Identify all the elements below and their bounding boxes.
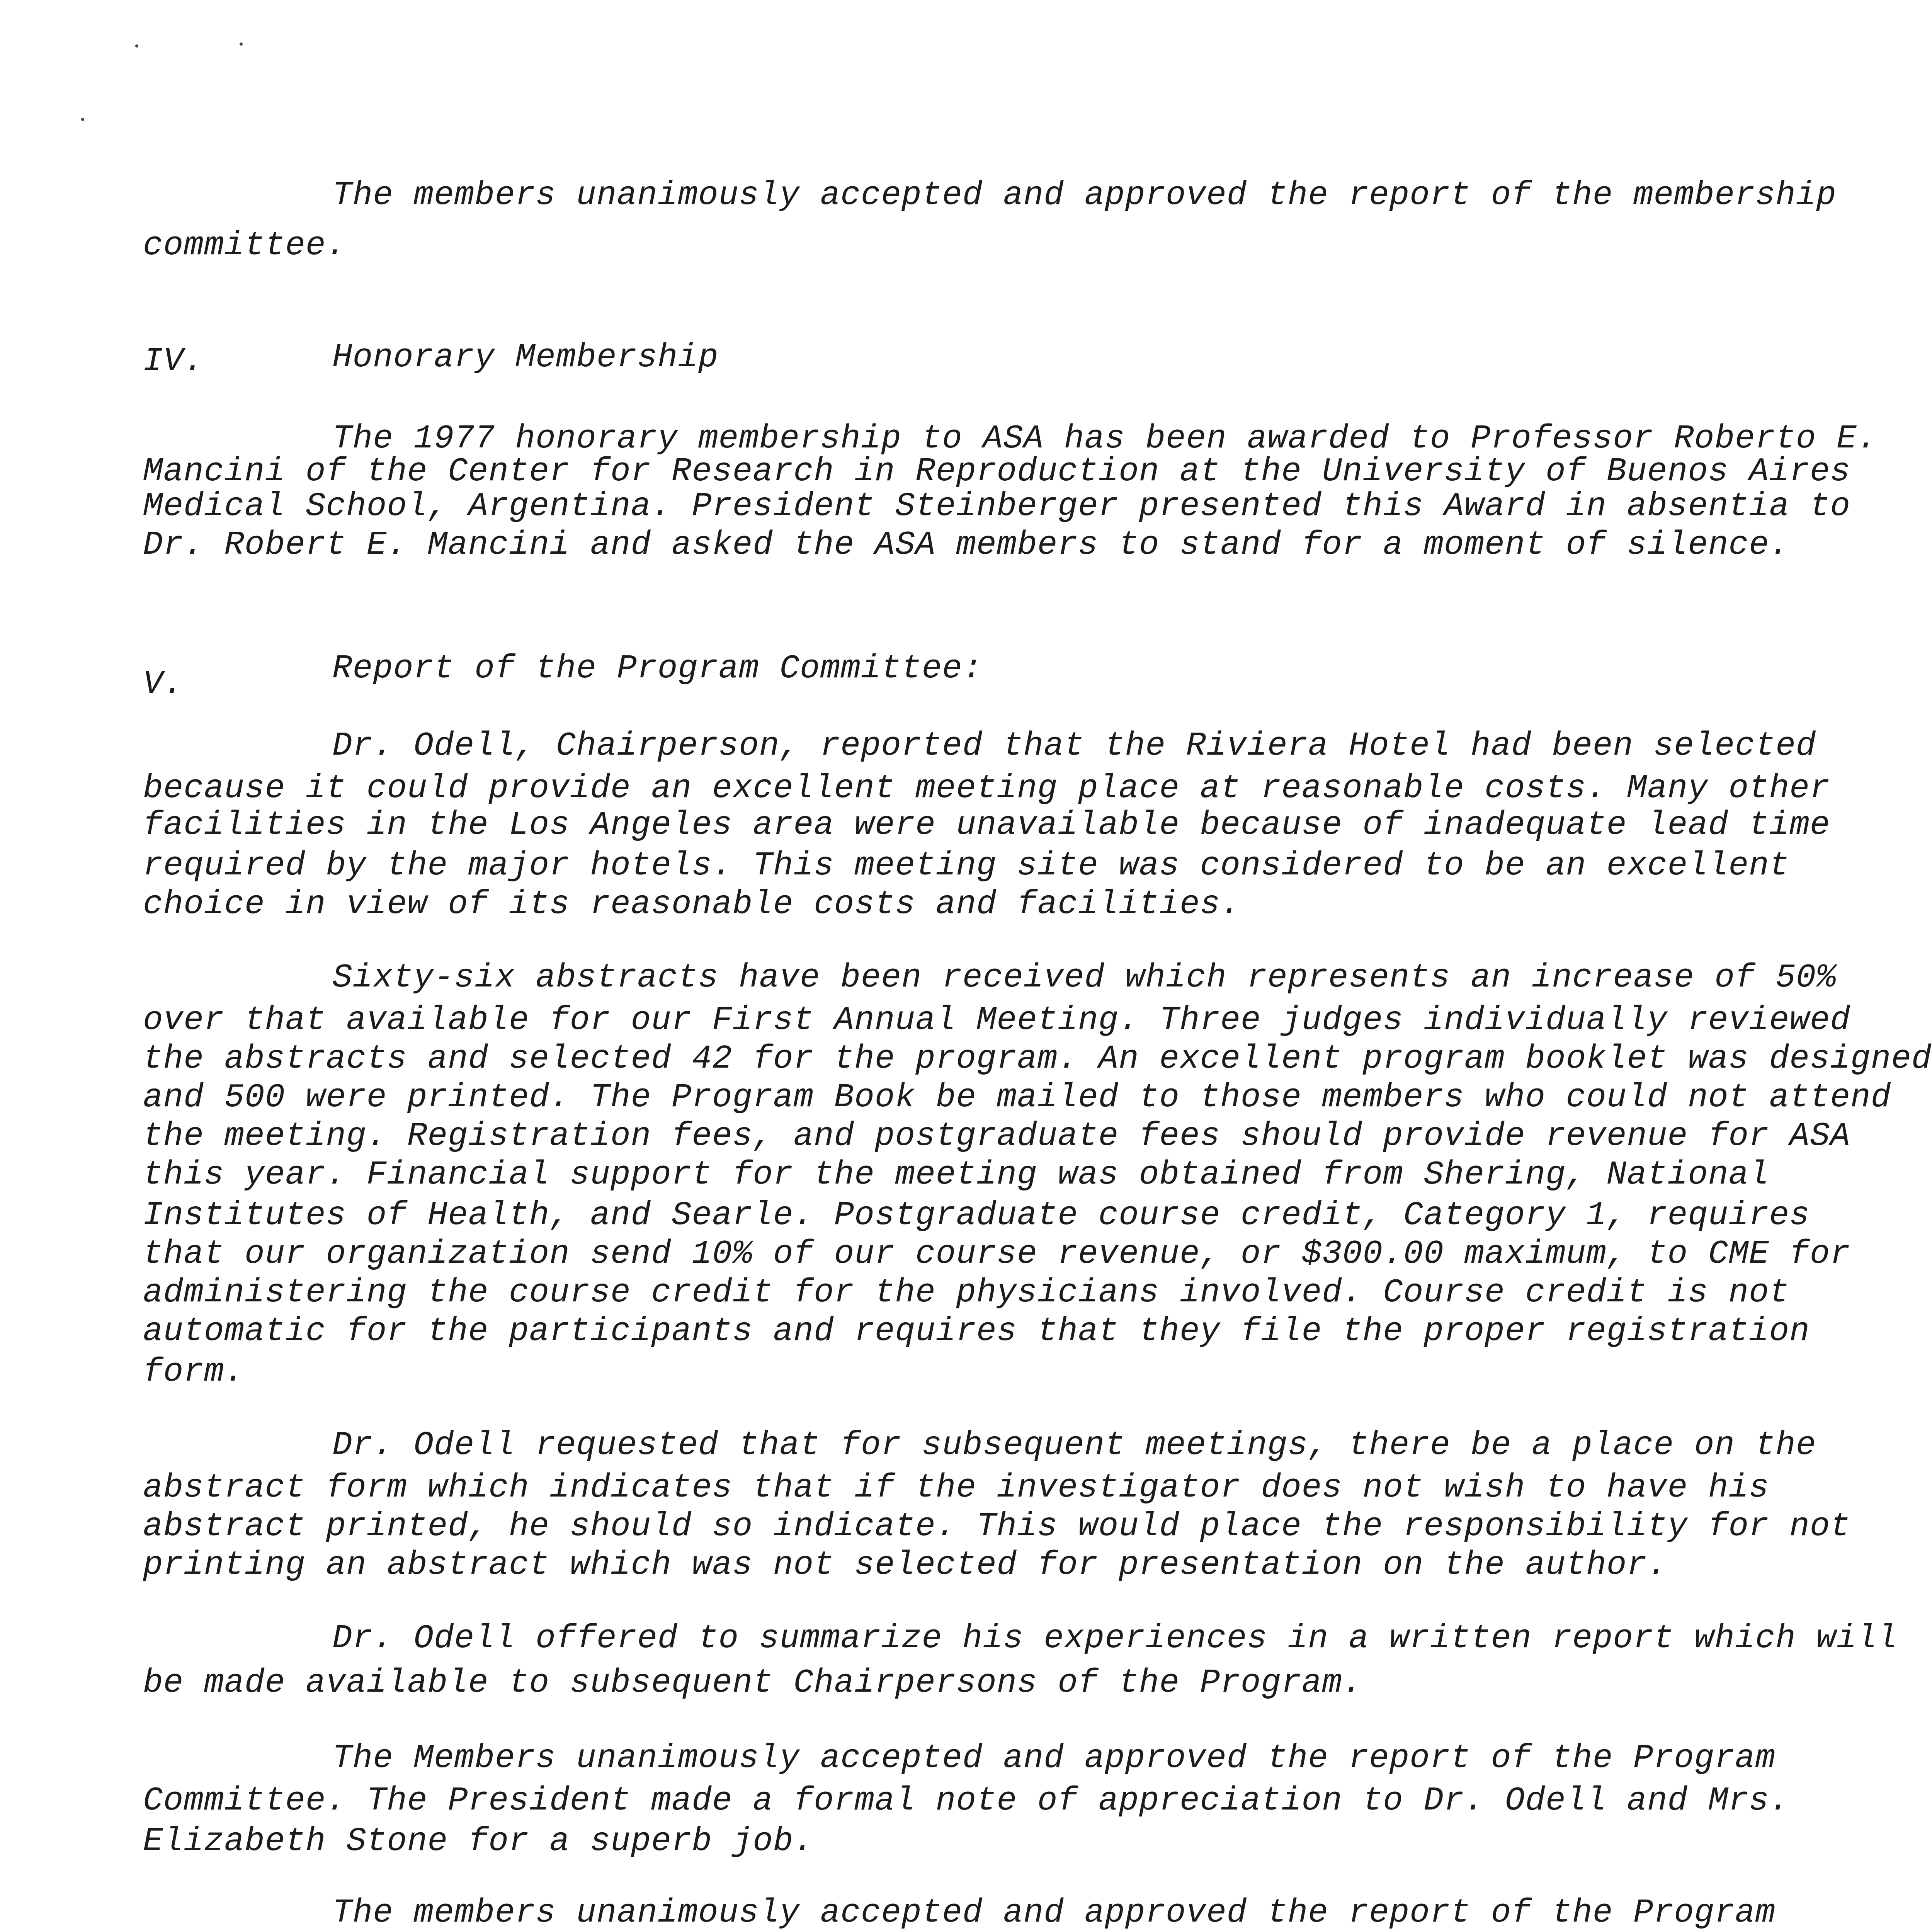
section-number: V. [143, 665, 184, 703]
paragraph-line: automatic for the participants and requires that they file the proper registration [143, 1312, 1810, 1350]
paragraph-line: The Members unanimously accepted and approved the report of the Program [332, 1739, 1776, 1777]
section-number: IV. [143, 342, 204, 380]
section-title: Report of the Program Committee: [332, 650, 983, 687]
paragraph-line: Dr. Odell, Chairperson, reported that the Riviera Hotel had been selected [332, 727, 1816, 765]
paragraph-line: because it could provide an excellent meeting place at reasonable costs. Many other [143, 769, 1830, 807]
paragraph-line: over that available for our First Annual Meeting. Three judges individually reviewed [143, 1001, 1851, 1039]
scan-speck [81, 118, 84, 121]
paragraph-line: choice in view of its reasonable costs and facilities. [143, 885, 1241, 923]
paragraph-line: Elizabeth Stone for a superb job. [143, 1822, 814, 1860]
paragraph-line: Mancini of the Center for Research in Reproduction at the University of Buenos Aires [143, 452, 1851, 490]
paragraph-line: printing an abstract which was not selected for presentation on the author. [143, 1546, 1668, 1584]
paragraph-line: Dr. Robert E. Mancini and asked the ASA members to stand for a moment of silence. [143, 526, 1790, 564]
paragraph-line: Institutes of Health, and Searle. Postgraduate course credit, Category 1, requires [143, 1196, 1810, 1234]
paragraph-line: abstract printed, he should so indicate. This would place the responsibility for not [143, 1507, 1851, 1545]
paragraph-line: the abstracts and selected 42 for the program. An excellent program booklet was designed [143, 1040, 1932, 1078]
paragraph-line: The members unanimously accepted and approved the report of the Program [332, 1894, 1776, 1932]
paragraph-line: Dr. Odell offered to summarize his experiences in a written report which will [332, 1619, 1898, 1657]
paragraph-line: administering the course credit for the physicians involved. Course credit is not [143, 1274, 1790, 1311]
paragraph-line: The members unanimously accepted and approved the report of the membership [332, 176, 1837, 214]
paragraph-line: Sixty-six abstracts have been received which represents an increase of 50% [332, 959, 1837, 997]
paragraph-line: the meeting. Registration fees, and postgraduate fees should provide revenue for ASA [143, 1117, 1851, 1155]
paragraph-line: form. [143, 1353, 245, 1391]
scan-speck [240, 43, 243, 46]
paragraph-line: The 1977 honorary membership to ASA has been awarded to Professor Roberto E. [332, 420, 1878, 457]
paragraph-line: and 500 were printed. The Program Book be mailed to those members who could not attend [143, 1078, 1891, 1116]
paragraph-line: be made available to subsequent Chairpersons of the Program. [143, 1664, 1363, 1702]
section-title: Honorary Membership [332, 338, 719, 376]
paragraph-line: Dr. Odell requested that for subsequent meetings, there be a place on the [332, 1426, 1816, 1464]
paragraph-line: this year. Financial support for the meeting was obtained from Shering, National [143, 1156, 1769, 1194]
paragraph-line: Medical School, Argentina. President Steinberger presented this Award in absentia to [143, 487, 1851, 525]
paragraph-line: facilities in the Los Angeles area were unavailable because of inadequate lead time [143, 806, 1830, 844]
scan-speck [135, 44, 138, 48]
paragraph-line: Committee. The President made a formal note of appreciation to Dr. Odell and Mrs. [143, 1782, 1790, 1820]
paragraph-line: committee. [143, 226, 347, 264]
paragraph-line: that our organization send 10% of our course revenue, or $300.00 maximum, to CME for [143, 1235, 1851, 1273]
paragraph-line: required by the major hotels. This meeting site was considered to be an excellent [143, 847, 1790, 884]
paragraph-line: abstract form which indicates that if the investigator does not wish to have his [143, 1469, 1769, 1507]
